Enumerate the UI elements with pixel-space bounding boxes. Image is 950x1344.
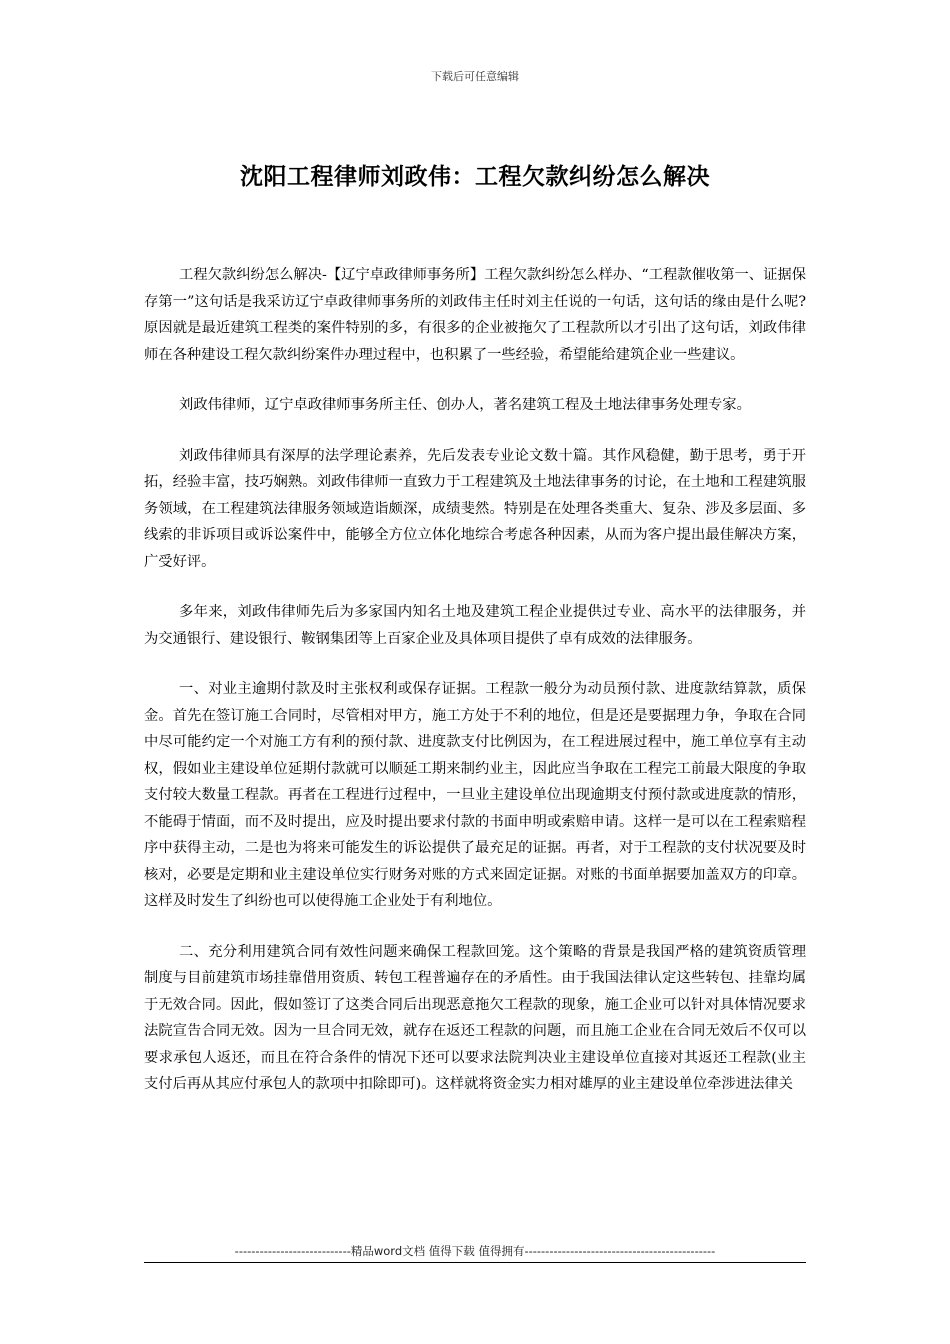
- paragraph-lawyer-clients: 多年来，刘政伟律师先后为多家国内知名土地及建筑工程企业提供过专业、高水平的法律服务，并为交通银行、建设银行、鞍钢集团等上百家企业及具体项目提供了卓有成效的法律服务。: [144, 604, 806, 647]
- paragraph-point-two: 二、充分利用建筑合同有效性问题来确保工程款回笼。这个策略的背景是我国严格的建筑资质管理制度与目前建筑市场挂靠借用资质、转包工程普遍存在的矛盾性。由于我国法律认定这些转包、挂靠均属于无效合同。因此，假如签订了这类合同后出现恶意拖欠工程款的现象，施工企业可以针对具体情况要求法院宣告合同无效。因为一旦合同无效，就存在返还工程款的问题，而且施工企业在合同无效后不仅可以要求承包人返还，而且在符合条件的情况下还可以要求法院判决业主建设单位直接对其返还工程款(业主支付后再从其应付承包人的款项中扣除即可)。这样就将资金实力相对雄厚的业主建设单位牵涉进法律关: [144, 943, 806, 1092]
- header-note: 下载后可任意编辑: [431, 70, 519, 83]
- document-body: [144, 262, 806, 1122]
- paragraph-point-one: 一、对业主逾期付款及时主张权利或保存证据。工程款一般分为动员预付款、进度款结算款，质保金。首先在签订施工合同时，尽管相对甲方，施工方处于不利的地位，但是还是要据理力争，争取在合同中尽可能约定一个对施工方有利的预付款、进度款支付比例因为，在工程进展过程中，施工单位享有主动权，假如业主建设单位延期付款就可以顺延工期来制约业主，因此应当争取在工程完工前最大限度的争取支付较大数量工程款。再者在工程进行过程中，一旦业主建设单位出现逾期支付预付款或进度款的情形，不能碍于情面，而不及时提出，应及时提出要求付款的书面申明或索赔申请。这样一是可以在工程索赔程序中获得主动，二是也为将来可能发生的诉讼提供了最充足的证据。再者，对于工程款的支付状况要及时核对，必要是定期和业主建设单位实行财务对账的方式来固定证据。对账的书面单据要加盖双方的印章。这样及时发生了纠纷也可以使得施工企业处于有利地位。: [144, 681, 806, 909]
- document-title: 沈阳工程律师刘政伟：工程欠款纠纷怎么解决: [240, 164, 710, 190]
- footer-text: ----------------------------精品word文档 值得下载 值得拥有----------------------------------------------: [234, 1244, 716, 1258]
- paragraph-lawyer-profile: 刘政伟律师，辽宁卓政律师事务所主任、创办人，著名建筑工程及土地法律事务处理专家。: [179, 397, 751, 413]
- footer-divider: [144, 1262, 806, 1263]
- paragraph-lawyer-expertise: 刘政伟律师具有深厚的法学理论素养，先后发表专业论文数十篇。其作风稳健，勤于思考，勇于开拓，经验丰富，技巧娴熟。刘政伟律师一直致力于工程建筑及土地法律事务的讨论，在土地和工程建筑服务领域，在工程建筑法律服务领域造诣颇深，成绩斐然。特别是在处理各类重大、复杂、涉及多层面、多线索的非诉项目或诉讼案件中，能够全方位立体化地综合考虑各种因素，从而为客户提出最佳解决方案，广受好评。: [144, 447, 806, 570]
- paragraph-intro: 工程欠款纠纷怎么解决-【辽宁卓政律师事务所】工程欠款纠纷怎么样办、“工程款催收第一、证据保存第一”这句话是我采访辽宁卓政律师事务所的刘政伟主任时刘主任说的一句话，这句话的缘由是什么呢?原因就是最近建筑工程类的案件特别的多，有很多的企业被拖欠了工程款所以才引出了这句话，刘政伟律师在各种建设工程欠款纠纷案件办理过程中，也积累了一些经验，希望能给建筑企业一些建议。: [144, 267, 806, 363]
